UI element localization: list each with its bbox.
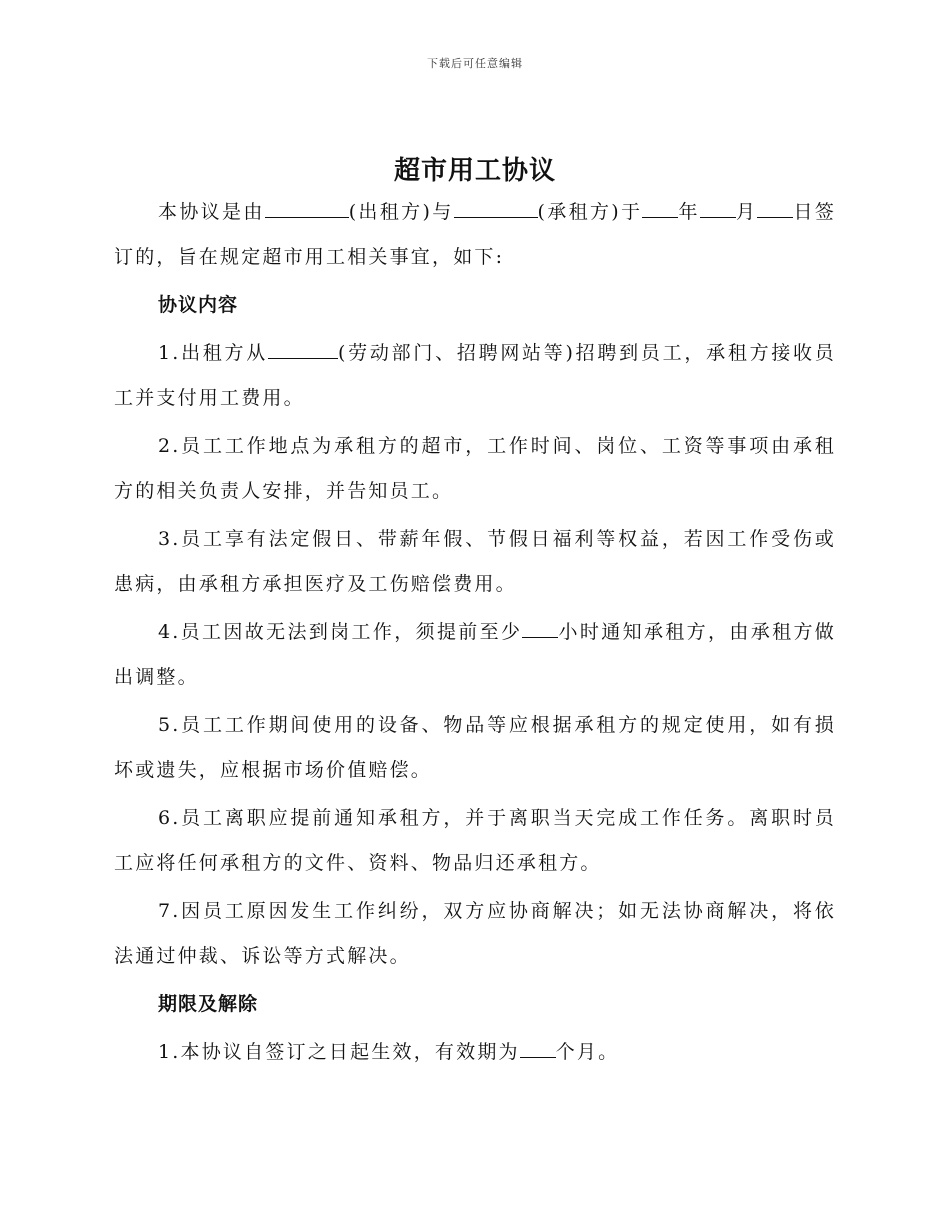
clause-1-4-text-1: 4.员工因故无法到岗工作，须提前至少 bbox=[158, 621, 523, 643]
clause-1-3: 3.员工享有法定假日、带薪年假、节假日福利等权益，若因工作受伤或患病，由承租方承担医疗及工伤赔偿费用。 bbox=[114, 528, 836, 595]
month-blank bbox=[700, 197, 736, 218]
year-blank bbox=[642, 197, 678, 218]
intro-text-1: 本协议是由 bbox=[158, 201, 265, 223]
clause-1-4-text-2: 小时通知承租方，由承租方做出调整。 bbox=[114, 621, 836, 688]
clause-2-1 bbox=[114, 1030, 836, 1075]
clause-1-1-text-2: (劳动部门、招聘网站等)招聘到员工，承租方接收员工并支付用工费用。 bbox=[114, 342, 836, 409]
lessee-blank bbox=[454, 197, 538, 218]
recruitment-source-blank bbox=[268, 338, 338, 359]
clause-1-7: 7.因员工原因发生工作纠纷，双方应协商解决；如无法协商解决，将依法通过仲裁、诉讼等方式解决。 bbox=[114, 900, 836, 967]
term-months-blank bbox=[520, 1037, 556, 1058]
intro-text-5: 月 bbox=[735, 201, 758, 223]
intro-text-2: (出租方)与 bbox=[348, 201, 454, 223]
header-note: 下载后可任意编辑 bbox=[427, 57, 523, 70]
clause-1-2: 2.员工工作地点为承租方的超市，工作时间、岗位、工资等事项由承租方的相关负责人安排，并告知员工。 bbox=[114, 435, 836, 502]
document-body bbox=[114, 190, 836, 1078]
intro-text-3: (承租方)于 bbox=[537, 201, 643, 223]
clause-1-4 bbox=[114, 610, 836, 700]
intro-text-4: 年 bbox=[678, 201, 700, 223]
clause-1-1 bbox=[114, 331, 836, 421]
clause-2-1-text-2: 个月。 bbox=[555, 1041, 620, 1063]
lessor-blank bbox=[265, 197, 349, 218]
section-heading-term-termination: 期限及解除 bbox=[158, 993, 259, 1015]
intro-paragraph bbox=[114, 190, 836, 280]
day-blank bbox=[757, 197, 793, 218]
section-heading-agreement-content: 协议内容 bbox=[158, 294, 239, 316]
clause-2-1-text-1: 1.本协议自签订之日起生效，有效期为 bbox=[158, 1041, 520, 1063]
document-title: 超市用工协议 bbox=[393, 156, 556, 186]
intro-text-6: 日签订的，旨在规定超市用工相关事宜，如下: bbox=[114, 201, 837, 268]
clause-1-6: 6.员工离职应提前通知承租方，并于离职当天完成工作任务。离职时员工应将任何承租方的文件、资料、物品归还承租方。 bbox=[114, 807, 836, 874]
clause-1-5: 5.员工工作期间使用的设备、物品等应根据承租方的规定使用，如有损坏或遗失，应根据市场价值赔偿。 bbox=[114, 714, 836, 781]
notice-hours-blank bbox=[522, 617, 558, 638]
clause-1-1-text-1: 1.出租方从 bbox=[158, 342, 269, 364]
